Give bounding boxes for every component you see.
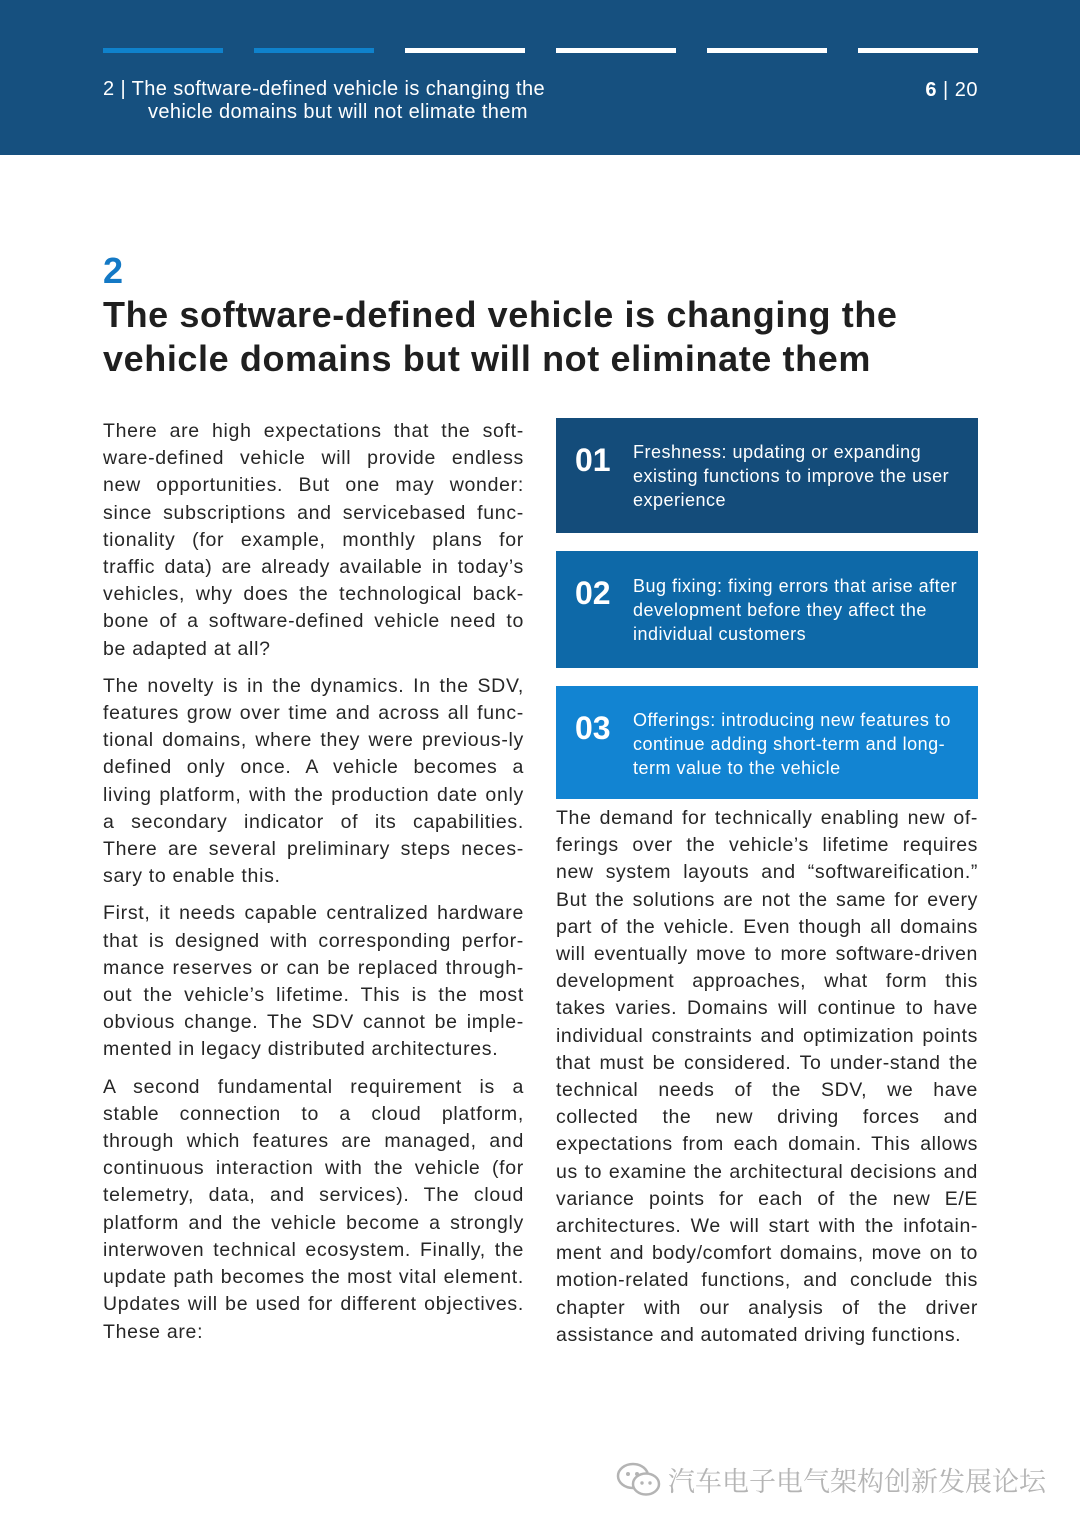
card-number: 02 — [575, 575, 611, 611]
objective-card-offerings — [556, 686, 978, 799]
running-header-title — [103, 78, 663, 124]
page-number — [925, 79, 978, 102]
paragraph: There are high expectations that the soft-ware-defined vehicle will provide endless new opportunities. But one may wonder: since subscriptions and servicebased func-tionality (for example, monthly plans for traffic data) are already available in today’s vehicles, why does the technological back-bone of a software-defined vehicle need to be adapted at all? — [103, 420, 524, 660]
card-text: Bug fixing: fixing errors that arise after development before they affect the individual customers — [633, 576, 958, 644]
watermark — [616, 1460, 1046, 1499]
paragraph: The demand for technically enabling new of-ferings over the vehicle’s lifetime requires new system layouts and “softwareification.” But the solutions are not the same for every part of the vehicle. Even though all domains will eventually move to more software-driven development approaches, what form this takes varies. Domains will continue to have individual constraints and optimization points that must be considered. To under-stand the technical needs of the SDV, we have collected the new driving forces and expectations from each domain. This allows us to examine the architectural decisions and variance points for each of the new E/E architectures. We will start with the infotain-ment and body/comfort domains, move on to motion-related functions, and conclude this chapter with our analysis of the driver assistance and automated driving functions. — [556, 807, 978, 1346]
running-header-line-2: vehicle domains but will not elimate them — [148, 101, 528, 123]
card-text: Offerings: introducing new features to continue adding short-term and long-term value to the vehicle — [633, 710, 951, 778]
page-total: 20 — [954, 79, 978, 101]
page-current: 6 — [925, 79, 937, 101]
chapter-number: 2 — [103, 250, 124, 291]
chapter-title: The software-defined vehicle is changing the vehicle domains but will not eliminate them — [103, 294, 898, 379]
right-column — [556, 805, 978, 1349]
page-header — [0, 0, 1080, 155]
card-text: Freshness: updating or expanding existing functions to improve the user experience — [633, 442, 950, 510]
progress-segment-6[interactable] — [858, 48, 978, 53]
card-number: 03 — [575, 710, 611, 746]
watermark-text: 汽车电子电气架构创新发展论坛 — [668, 1467, 1046, 1497]
progress-segment-3[interactable] — [405, 48, 525, 53]
progress-segment-2[interactable] — [254, 48, 374, 53]
chapter-progress-bar — [103, 48, 978, 53]
paragraph: First, it needs capable centralized hardware that is designed with corresponding perfor-mance reserves or can be replaced through-out the vehicle’s lifetime. This is the most obvious change. The SDV cannot be imple-mented in legacy distributed architectures. — [103, 902, 524, 1061]
wechat-icon — [616, 1462, 662, 1498]
running-header-line-1: 2 | The software-defined vehicle is changing the — [103, 78, 546, 100]
update-objectives-list — [556, 418, 978, 799]
objective-card-bug-fixing — [556, 551, 978, 668]
page-separator: | — [936, 79, 955, 101]
paragraph: The novelty is in the dynamics. In the SDV, features grow over time and across all func-tional domains, where they were previous-ly defined only once. A vehicle becomes a living platform, with the production date only a secondary indicator of its capabilities. There are several preliminary steps neces-sary to enable this. — [103, 674, 524, 888]
progress-segment-1[interactable] — [103, 48, 223, 53]
objective-card-freshness — [556, 418, 978, 533]
left-column — [103, 418, 524, 1356]
card-number: 01 — [575, 442, 611, 478]
progress-segment-4[interactable] — [556, 48, 676, 53]
paragraph: A second fundamental requirement is a stable connection to a cloud platform, through which features are managed, and continuous interaction with the vehicle (for telemetry, data, and services). The cloud platform and the vehicle become a strongly interwoven technical ecosystem. Finally, the update path becomes the most vital element. Updates will be used for different objectives. These are: — [103, 1075, 524, 1343]
progress-segment-5[interactable] — [707, 48, 827, 53]
